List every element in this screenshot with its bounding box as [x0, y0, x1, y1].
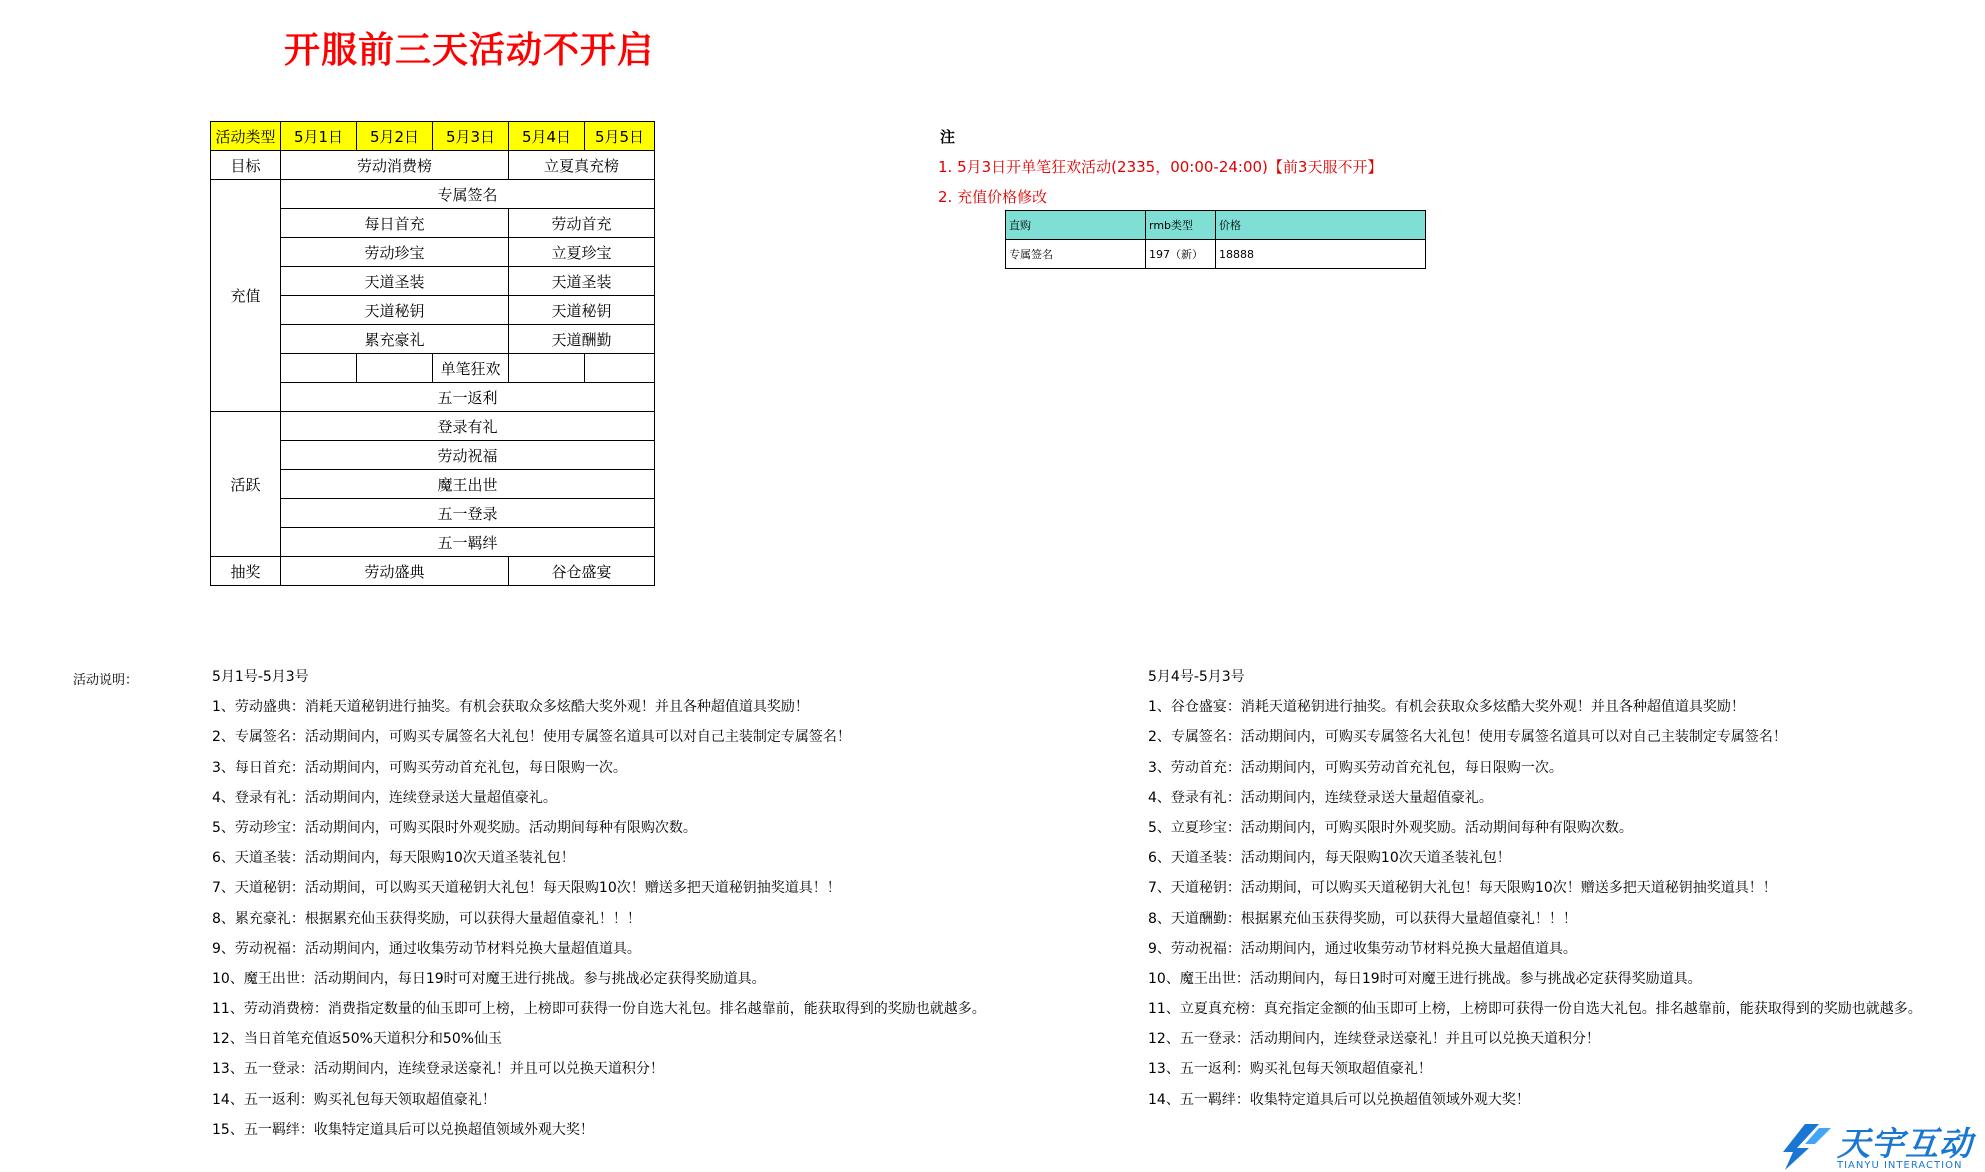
empty-cell: [281, 354, 357, 383]
description-right-title: 5月4号-5月3号: [1148, 669, 1245, 685]
recharge-left: 累充豪礼: [281, 325, 509, 354]
active-item: 五一登录: [281, 499, 655, 528]
description-item: 6、天道圣装：活动期间内，每天限购10次天道圣装礼包！: [212, 850, 575, 867]
description-item: 3、每日首充：活动期间内，可购买劳动首充礼包，每日限购一次。: [212, 759, 627, 776]
active-label: 活跃: [211, 412, 281, 557]
price-row: [1006, 240, 1426, 269]
company-logo: [1775, 1122, 1980, 1172]
note-item: 2. 充值价格修改: [938, 188, 1048, 206]
goal-label: 目标: [211, 151, 281, 180]
goal-row: [211, 151, 655, 180]
description-item: 1、谷仓盛宴：消耗天道秘钥进行抽奖。有机会获取众多炫酷大奖外观！并且各种超值道具奖励！: [1148, 699, 1745, 716]
description-item: 8、天道酬勤：根据累充仙玉获得奖励，可以获得大量超值豪礼！！！: [1148, 910, 1577, 927]
description-left-column: [212, 669, 986, 1152]
description-item: 2、专属签名：活动期间内，可购买专属签名大礼包！使用专属签名道具可以对自己主装制定专属签名！: [1148, 729, 1787, 746]
description-item: 12、五一登录：活动期间内，连续登录送豪礼！并且可以兑换天道积分！: [1148, 1031, 1600, 1048]
price-header-row: [1006, 211, 1426, 240]
empty-cell: [585, 354, 655, 383]
logo-text: 天宇互动: [1837, 1124, 1973, 1163]
description-item: 4、登录有礼：活动期间内，连续登录送大量超值豪礼。: [1148, 789, 1493, 806]
price-cell: 18888: [1216, 240, 1426, 269]
description-item: 13、五一返利：购买礼包每天领取超值豪礼！: [1148, 1061, 1432, 1078]
lottery-row: [211, 557, 655, 586]
header-type: 活动类型: [211, 122, 281, 151]
active-item: 劳动祝福: [281, 441, 655, 470]
description-item: 11、立夏真充榜：真充指定金额的仙玉即可上榜，上榜即可获得一份自选大礼包。排名越靠前，能获取得到的奖励也就越多。: [1148, 1001, 1922, 1018]
active-item: 登录有礼: [281, 412, 655, 441]
description-item: 10、魔王出世：活动期间内，每日19时可对魔王进行挑战。参与挑战必定获得奖励道具。: [212, 970, 766, 987]
empty-cell: [509, 354, 585, 383]
description-item: 1、劳动盛典：消耗天道秘钥进行抽奖。有机会获取众多炫酷大奖外观！并且各种超值道具奖励！: [212, 699, 809, 716]
description-item: 9、劳动祝福：活动期间内，通过收集劳动节材料兑换大量超值道具。: [1148, 940, 1577, 957]
page-title: 开服前三天活动不开启: [284, 30, 655, 71]
recharge-left: 每日首充: [281, 209, 509, 238]
description-item: 7、天道秘钥：活动期间，可以购买天道秘钥大礼包！每天限购10次！赠送多把天道秘钥抽奖道具！！: [1148, 880, 1777, 897]
description-item: 6、天道圣装：活动期间内，每天限购10次天道圣装礼包！: [1148, 850, 1511, 867]
recharge-label: 充值: [211, 180, 281, 412]
description-item: 12、当日首笔充值返50%天道积分和50%仙玉: [212, 1031, 503, 1048]
description-item: 8、累充豪礼：根据累充仙玉获得奖励，可以获得大量超值豪礼！！！: [212, 910, 641, 927]
recharge-row: [211, 180, 655, 209]
description-item: 9、劳动祝福：活动期间内，通过收集劳动节材料兑换大量超值道具。: [212, 940, 641, 957]
header-day-1: 5月1日: [281, 122, 357, 151]
description-item: 5、立夏珍宝：活动期间内，可购买限时外观奖励。活动期间每种有限购次数。: [1148, 819, 1633, 836]
recharge-right: 天道圣装: [509, 267, 655, 296]
notes-title: 注: [940, 128, 956, 146]
description-item: 14、五一羁绊：收集特定道具后可以兑换超值领域外观大奖！: [1148, 1091, 1530, 1108]
recharge-left: 天道圣装: [281, 267, 509, 296]
description-item: 10、魔王出世：活动期间内，每日19时可对魔王进行挑战。参与挑战必定获得奖励道具。: [1148, 970, 1702, 987]
description-item: 4、登录有礼：活动期间内，连续登录送大量超值豪礼。: [212, 789, 557, 806]
price-header: rmb类型: [1146, 211, 1216, 240]
price-table: [1005, 210, 1426, 269]
schedule-table: [210, 121, 655, 586]
recharge-right: 立夏珍宝: [509, 238, 655, 267]
description-item: 13、五一登录：活动期间内，连续登录送豪礼！并且可以兑换天道积分！: [212, 1061, 664, 1078]
lottery-left: 劳动盛典: [281, 557, 509, 586]
header-day-2: 5月2日: [357, 122, 433, 151]
tianyu-logo-icon: [1775, 1122, 1833, 1172]
price-cell: 专属签名: [1006, 240, 1146, 269]
description-item: 7、天道秘钥：活动期间，可以购买天道秘钥大礼包！每天限购10次！赠送多把天道秘钥抽奖道具！！: [212, 880, 841, 897]
description-item: 3、劳动首充：活动期间内，可购买劳动首充礼包，每日限购一次。: [1148, 759, 1563, 776]
recharge-right: 天道秘钥: [509, 296, 655, 325]
active-row: [211, 412, 655, 441]
description-label: 活动说明：: [73, 673, 139, 688]
price-header: 直购: [1006, 211, 1146, 240]
recharge-right: 天道酬勤: [509, 325, 655, 354]
lottery-label: 抽奖: [211, 557, 281, 586]
description-item: 14、五一返利：购买礼包每天领取超值豪礼！: [212, 1091, 496, 1108]
price-cell: 197（新）: [1146, 240, 1216, 269]
recharge-rebate: 五一返利: [281, 383, 655, 412]
goal-right: 立夏真充榜: [509, 151, 655, 180]
schedule-header-row: [211, 122, 655, 151]
description-item: 5、劳动珍宝：活动期间内，可购买限时外观奖励。活动期间每种有限购次数。: [212, 819, 697, 836]
recharge-exclusive: 专属签名: [281, 180, 655, 209]
note-item: 1. 5月3日开单笔狂欢活动(2335，00:00-24:00)【前3天服不开】: [938, 158, 1383, 176]
empty-cell: [357, 354, 433, 383]
recharge-single: 单笔狂欢: [433, 354, 509, 383]
active-item: 魔王出世: [281, 470, 655, 499]
active-item: 五一羁绊: [281, 528, 655, 557]
lottery-right: 谷仓盛宴: [509, 557, 655, 586]
description-item: 11、劳动消费榜：消费指定数量的仙玉即可上榜，上榜即可获得一份自选大礼包。排名越靠前，能获取得到的奖励也就越多。: [212, 1001, 986, 1018]
recharge-right: 劳动首充: [509, 209, 655, 238]
header-day-3: 5月3日: [433, 122, 509, 151]
description-item: 15、五一羁绊：收集特定道具后可以兑换超值领域外观大奖！: [212, 1121, 594, 1138]
recharge-left: 劳动珍宝: [281, 238, 509, 267]
recharge-left: 天道秘钥: [281, 296, 509, 325]
header-day-5: 5月5日: [585, 122, 655, 151]
header-day-4: 5月4日: [509, 122, 585, 151]
price-header: 价格: [1216, 211, 1426, 240]
goal-left: 劳动消费榜: [281, 151, 509, 180]
description-right-column: [1148, 669, 1922, 1122]
description-item: 2、专属签名：活动期间内，可购买专属签名大礼包！使用专属签名道具可以对自己主装制定专属签名！: [212, 729, 851, 746]
description-left-title: 5月1号-5月3号: [212, 669, 309, 685]
logo-subtext: TIANYU INTERACTION: [1837, 1160, 1963, 1171]
